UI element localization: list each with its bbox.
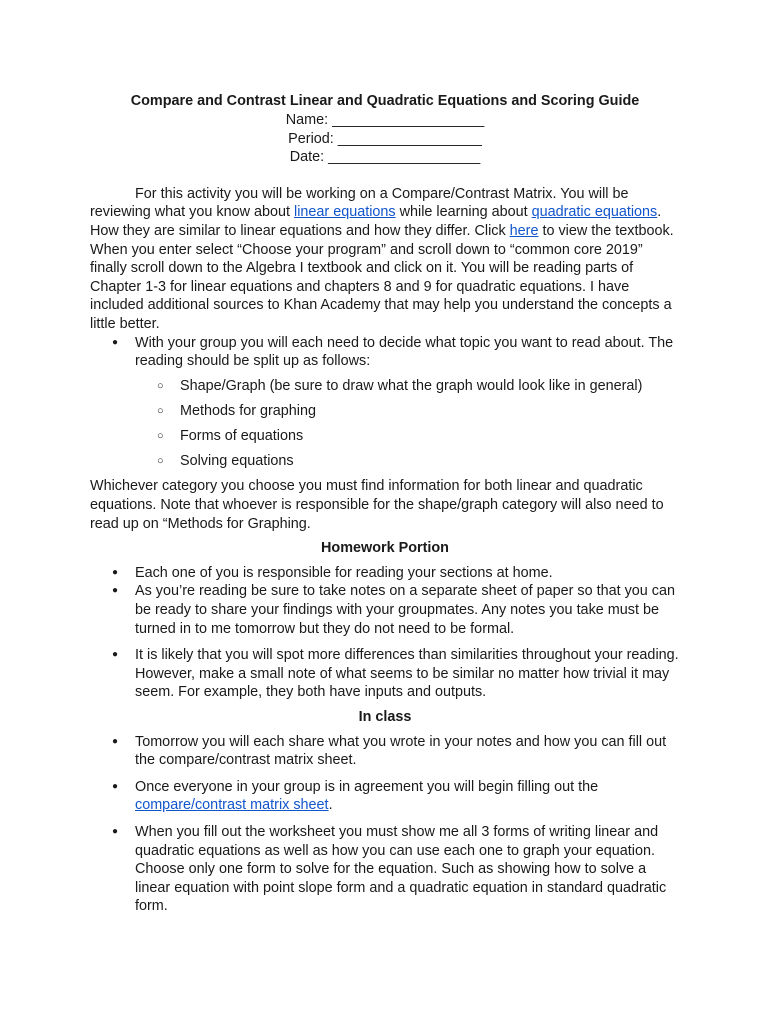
quadratic-equations-link[interactable]: quadratic equations <box>531 204 658 221</box>
intro-text-3: . How they are similar to linear equations and how they differ. Click <box>90 204 662 239</box>
linear-equations-link[interactable]: linear equations <box>294 204 396 221</box>
list-item: ○ Solving equations <box>135 452 680 471</box>
in-class-heading: In class <box>358 709 412 725</box>
matrix-sheet-text: Once everyone in your group is in agreement you will begin filling out the <box>135 778 599 795</box>
category-note: Whichever category you choose you must find information for both linear and quadratic equations. Note that whoever is responsible for the shape/graph category will also need to read up on “Methods for Graphing. <box>90 478 664 532</box>
homework-heading: Homework Portion <box>321 540 449 557</box>
intro-text-1: For this activity you will be working on a Compare/Contrast Matrix. You will be reviewing what you know about <box>90 185 629 221</box>
topic-list <box>135 377 680 471</box>
list-item <box>90 778 680 815</box>
intro-paragraph <box>90 185 680 334</box>
student-info-fields <box>90 111 680 167</box>
list-item: ○ Shape/Graph (be sure to draw what the graph would look like in general) <box>135 377 680 396</box>
group-instruction: With your group you will each need to decide what topic you want to read about. The reading should be split up as follows: <box>135 334 674 370</box>
list-item: ○ Forms of equations <box>135 427 680 446</box>
compare-contrast-matrix-link[interactable]: compare/contrast matrix sheet <box>135 797 329 814</box>
document-page <box>90 92 680 916</box>
homework-list <box>90 564 680 702</box>
textbook-here-link[interactable]: here <box>509 222 539 239</box>
matrix-sheet-end: . <box>328 797 333 814</box>
intro-text-4: to view the textbook. When you enter select “Choose your program” and scroll down to “common core 2019” finally scroll down to the Algebra I textbook and click on it. You will be reading parts of Chapter 1-3 for linear equations and chapters 8 and 9 for quadratic equations. I have included additional sources to Khan Academy that may help you understand the concepts a little better. <box>90 222 674 332</box>
in-class-list <box>90 733 680 916</box>
document-title: Compare and Contrast Linear and Quadratic Equations and Scoring Guide <box>130 93 640 109</box>
list-item: ○ Methods for graphing <box>135 402 680 421</box>
name-field: Name: ___________________ <box>285 112 485 128</box>
list-item: ● It is likely that you will spot more differences than similarities throughout your reading. However, make a small note of what seems to be similar no matter how trivial it may seem. For example, they both have inputs and outputs. <box>90 646 680 702</box>
list-item: ● When you fill out the worksheet you must show me all 3 forms of writing linear and quadratic equations as well as how you can use each one to graph your equation. Choose only one form to solve for the equation. Such as showing how to solve a linear equation with point slope form and a quadratic equation in standard quadratic form. <box>90 823 680 916</box>
intro-text-2: while learning about <box>395 204 532 221</box>
group-bullet-list <box>90 334 680 471</box>
list-item: ● Each one of you is responsible for reading your sections at home. <box>90 564 680 583</box>
list-item <box>90 334 680 471</box>
list-item: ● Tomorrow you will each share what you wrote in your notes and how you can fill out the compare/contrast matrix sheet. <box>90 733 680 770</box>
date-field: Date: ___________________ <box>289 149 481 166</box>
period-field: Period: __________________ <box>288 130 482 147</box>
list-item: ● As you’re reading be sure to take notes on a separate sheet of paper so that you can be ready to share your findings with your groupmates. Any notes you take must be turned in to me tomorrow but they do not need to be formal. <box>90 582 680 638</box>
